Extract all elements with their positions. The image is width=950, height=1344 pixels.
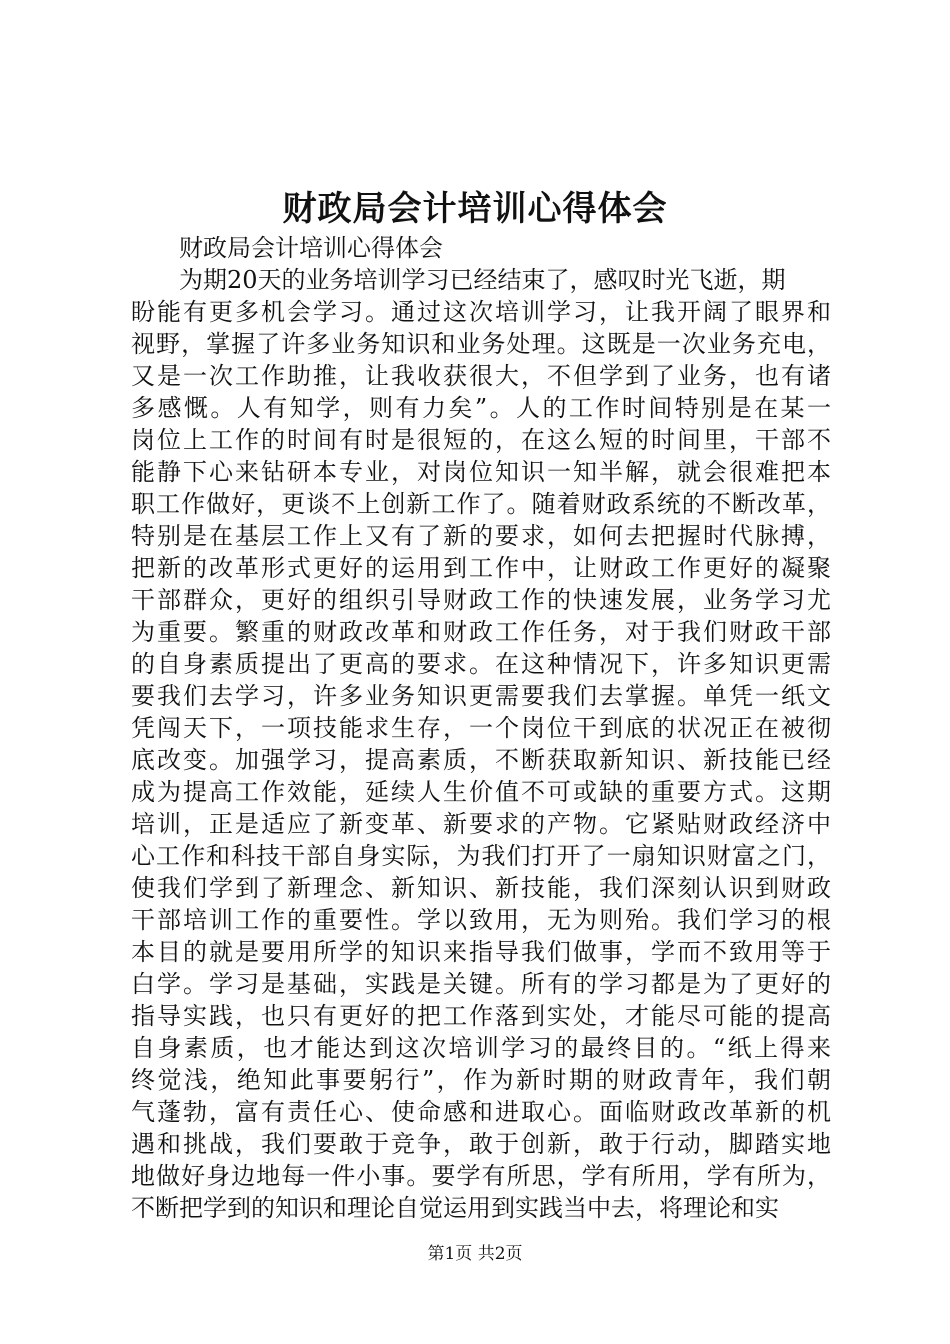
body-line: 干部群众，更好的组织引导财政工作的快速发展，业务学习尤	[131, 586, 831, 614]
body-line: 心工作和科技干部自身实际，为我们打开了一扇知识财富之门，	[131, 842, 831, 870]
document-body	[131, 232, 831, 1224]
document-title: 财政局会计培训心得体会	[282, 189, 668, 229]
body-line: 气蓬勃，富有责任心、使命感和进取心。面临财政改革新的机	[131, 1098, 831, 1126]
body-subtitle-line: 财政局会计培训心得体会	[179, 234, 443, 262]
body-line: 职工作做好，更谈不上创新工作了。随着财政系统的不断改革，	[131, 490, 831, 518]
body-line: 为重要。繁重的财政改革和财政工作任务，对于我们财政干部	[131, 618, 831, 646]
body-line: 的自身素质提出了更高的要求。在这种情况下，许多知识更需	[131, 650, 831, 678]
body-line: 多感慨。人有知学，则有力矣”。人的工作时间特别是在某一	[131, 394, 831, 422]
body-line: 盼能有更多机会学习。通过这次培训学习，让我开阔了眼界和	[131, 298, 831, 326]
body-line: 干部培训工作的重要性。学以致用，无为则殆。我们学习的根	[131, 906, 831, 934]
body-line: 要我们去学习，许多业务知识更需要我们去掌握。单凭一纸文	[131, 682, 831, 710]
body-line: 又是一次工作助推，让我收获很大，不但学到了业务，也有诸	[131, 362, 831, 390]
body-line: 白学。学习是基础，实践是关键。所有的学习都是为了更好的	[131, 970, 831, 998]
body-line: 凭闯天下，一项技能求生存，一个岗位干到底的状况正在被彻	[131, 714, 831, 742]
body-line: 成为提高工作效能，延续人生价值不可或缺的重要方式。这期	[131, 778, 831, 806]
body-line: 遇和挑战，我们要敢于竞争，敢于创新，敢于行动，脚踏实地	[131, 1130, 831, 1158]
body-line: 终觉浅，绝知此事要躬行”，作为新时期的财政青年，我们朝	[131, 1066, 831, 1094]
body-line: 视野，掌握了许多业务知识和业务处理。这既是一次业务充电，	[131, 330, 831, 358]
body-line: 底改变。加强学习，提高素质，不断获取新知识、新技能已经	[131, 746, 831, 774]
body-line: 把新的改革形式更好的运用到工作中，让财政工作更好的凝聚	[131, 554, 831, 582]
body-line: 不断把学到的知识和理论自觉运用到实践当中去，将理论和实	[131, 1194, 779, 1222]
body-line: 地做好身边地每一件小事。要学有所思，学有所用，学有所为，	[131, 1162, 831, 1190]
body-line: 自身素质，也才能达到这次培训学习的最终目的。“纸上得来	[131, 1034, 831, 1062]
body-line: 岗位上工作的时间有时是很短的，在这么短的时间里，干部不	[131, 426, 831, 454]
body-line: 指导实践，也只有更好的把工作落到实处，才能尽可能的提高	[131, 1002, 831, 1030]
body-line: 特别是在基层工作上又有了新的要求，如何去把握时代脉搏，	[131, 522, 831, 550]
body-line: 为期20天的业务培训学习已经结束了，感叹时光飞逝，期	[179, 266, 786, 294]
body-line: 本目的就是要用所学的知识来指导我们做事，学而不致用等于	[131, 938, 831, 966]
page-number-footer: 第1页 共2页	[427, 1244, 523, 1264]
body-line: 使我们学到了新理念、新知识、新技能，我们深刻认识到财政	[131, 874, 831, 902]
body-line: 培训，正是适应了新变革、新要求的产物。它紧贴财政经济中	[131, 810, 831, 838]
body-line: 能静下心来钻研本专业，对岗位知识一知半解，就会很难把本	[131, 458, 831, 486]
